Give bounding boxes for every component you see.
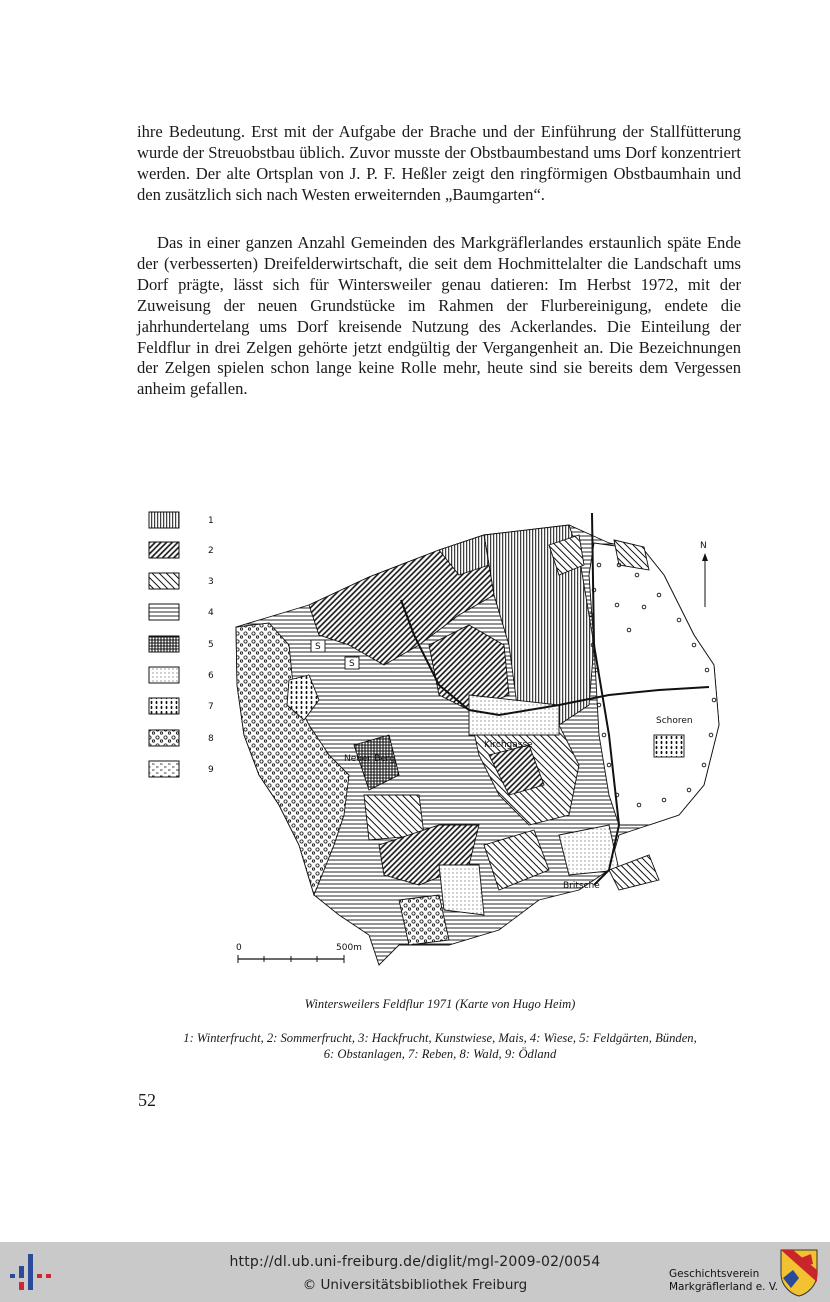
legend-item-7 (149, 698, 214, 714)
north-arrow-icon (700, 541, 708, 607)
svg-text:9: 9 (208, 765, 214, 775)
coat-of-arms-icon (779, 1248, 819, 1298)
source-url-link[interactable]: http://dl.ub.uni-freiburg.de/diglit/mgl-2009-02/0054 (229, 1254, 601, 1270)
society-name (669, 1268, 778, 1293)
svg-text:1: 1 (208, 516, 214, 526)
legend-item-6 (149, 667, 214, 683)
society-name-line-1: Geschichtsverein (669, 1268, 760, 1280)
map-legend (149, 512, 214, 777)
svg-text:7: 7 (208, 702, 214, 712)
map-label-s-1: S (315, 642, 321, 652)
figure-caption-legend (100, 1030, 780, 1062)
figure-caption-title: Wintersweilers Feldflur 1971 (Karte von Hugo Heim) (304, 997, 576, 1011)
legend-item-8 (149, 730, 214, 746)
map-label-kirchgasse: Kirchgasse (484, 740, 533, 750)
map-label-schoren: Schoren (656, 716, 693, 726)
svg-text:N: N (700, 541, 707, 551)
society-name-line-2: Markgräflerland e. V. (669, 1280, 779, 1293)
legend-item-5 (149, 636, 214, 652)
svg-text:4: 4 (208, 608, 214, 618)
caption-legend-line-1: 1: Winterfrucht, 2: Sommerfrucht, 3: Hackfrucht, Kunstwiese, Mais, 4: Wiese, 5: Feldgärten, Bünden, (183, 1031, 697, 1045)
map-label-s-2: S (349, 659, 355, 669)
svg-text:2: 2 (208, 546, 214, 556)
map-label-britsche: Britsche (563, 881, 600, 891)
legend-item-2 (149, 542, 214, 558)
legend-item-1 (149, 512, 214, 528)
paragraph-2: Das in einer ganzen Anzahl Gemeinden des Markgräflerlandes erstaunlich späte Ende der (verbesserten) Dreifelderwirtschaft, die seit dem Hochmittelalter die Landschaft ums Dorf prägte, lässt sich für Wintersweiler genau datieren: Im Herbst 1972, mit der Zuweisung der neuen Grundstücke im Rahmen der Flurbereinigung, endete die jahrhundertelang ums Dorf kreisende Nutzung des Ackerlandes. Die Einteilung der Feldflur in drei Zelgen gehörte jetzt endgültig der Vergangenheit an. Die Bezeichnungen der Zelgen spielen schon lange keine Rolle mehr, heute sind sie bereits dem Vergessen anheim gefallen. (137, 233, 741, 399)
map-label-neuer-berg: Neuer Berg (344, 754, 396, 764)
legend-item-9 (149, 761, 214, 777)
scale-bar (236, 943, 362, 963)
field-map (236, 513, 719, 965)
land-use-map-figure (139, 495, 742, 988)
svg-text:5: 5 (208, 640, 214, 650)
paragraph-1: ihre Bedeutung. Erst mit der Aufgabe der Brache und der Einführung der Stallfütterung wurde der Streuobstbau üblich. Zuvor musste der Obstbaumbestand ums Dorf konzentriert werden. Der alte Ortsplan von J. P. F. Heßler zeigt den ringförmigen Obstbaumhain und den zusätzlich sich nach Westen erweiternden „Baumgarten“. (137, 122, 741, 204)
svg-text:6: 6 (208, 671, 214, 681)
footer-bar (0, 1242, 830, 1302)
svg-text:0: 0 (236, 943, 242, 953)
legend-item-3 (149, 573, 214, 589)
svg-text:3: 3 (208, 577, 214, 587)
caption-legend-line-2: 6: Obstanlagen, 7: Reben, 8: Wald, 9: Ödland (323, 1047, 557, 1061)
svg-text:8: 8 (208, 734, 214, 744)
svg-text:500m: 500m (336, 943, 362, 953)
legend-item-4 (149, 604, 214, 620)
copyright-notice: © Universitätsbibliothek Freiburg (302, 1277, 528, 1293)
page-number: 52 (138, 1090, 156, 1110)
